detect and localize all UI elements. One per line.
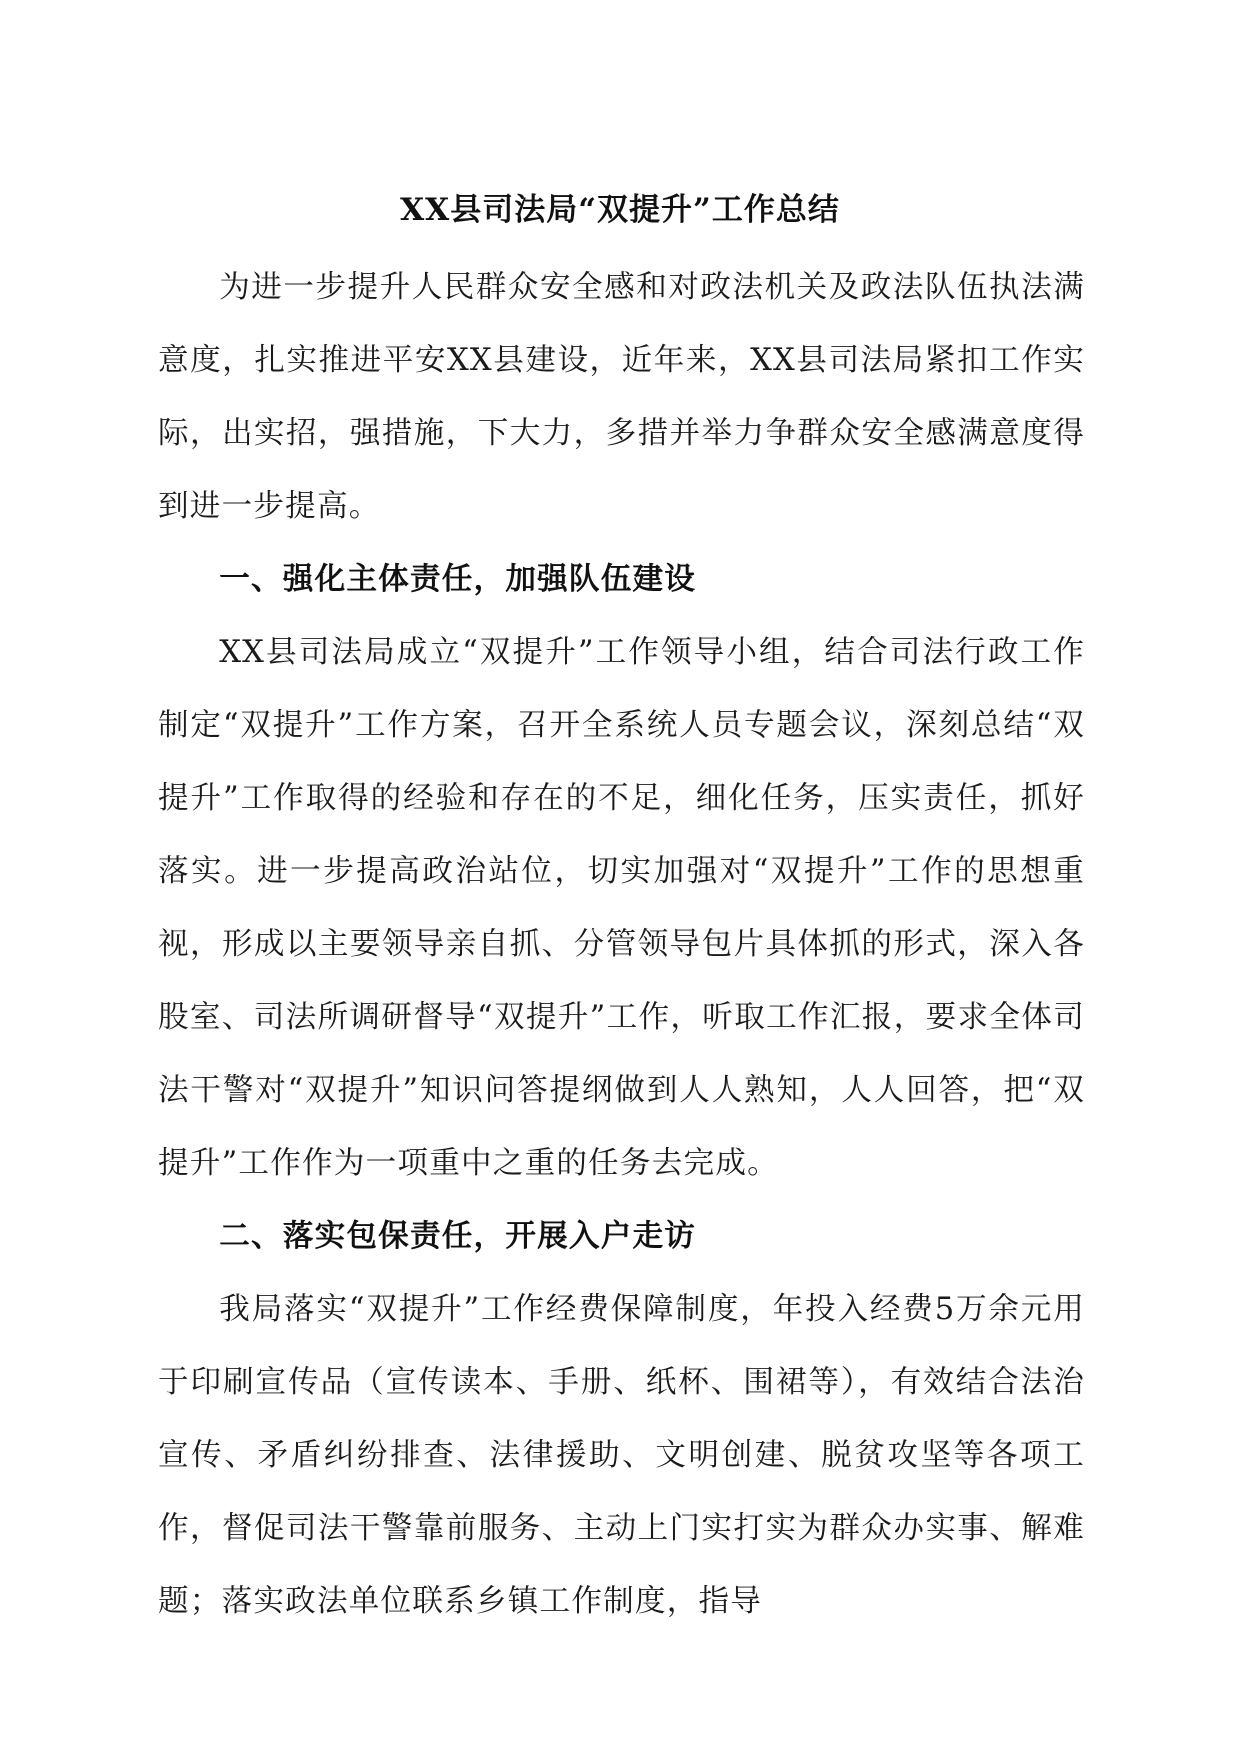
document-body: [158, 251, 1085, 1638]
intro-paragraph: 为进一步提升人民群众安全感和对政法机关及政法队伍执法满意度，扎实推进平安XX县建设，近年来，XX县司法局紧扣工作实际，出实招，强措施，下大力，多措并举力争群众安全感满意度得到进一步提高。: [158, 270, 1085, 524]
section-2-heading: 二、落实包保责任，开展入户走访: [219, 1218, 697, 1254]
section-2-paragraph: 我局落实“双提升”工作经费保障制度，年投入经费5万余元用于印刷宣传品（宣传读本、手册、纸杯、围裙等），有效结合法治宣传、矛盾纠纷排查、法律援助、文明创建、脱贫攻坚等各项工作，督促司法干警靠前服务、主动上门实打实为群众办实事、解难题；落实政法单位联系乡镇工作制度，指导: [158, 1292, 1085, 1619]
section-1-heading: 一、强化主体责任，加强队伍建设: [219, 561, 697, 597]
document-title: XX县司法局“双提升”工作总结: [400, 192, 840, 228]
section-1-paragraph: XX县司法局成立“双提升”工作领导小组，结合司法行政工作制定“双提升”工作方案，召开全系统人员专题会议，深刻总结“双提升”工作取得的经验和存在的不足，细化任务，压实责任，抓好落实。进一步提高政治站位，切实加强对“双提升”工作的思想重视，形成以主要领导亲自抓、分管领导包片具体抓的形式，深入各股室、司法所调研督导“双提升”工作，听取工作汇报，要求全体司法干警对“双提升”知识问答提纲做到人人熟知，人人回答，把“双提升”工作作为一项重中之重的任务去完成。: [158, 635, 1085, 1181]
